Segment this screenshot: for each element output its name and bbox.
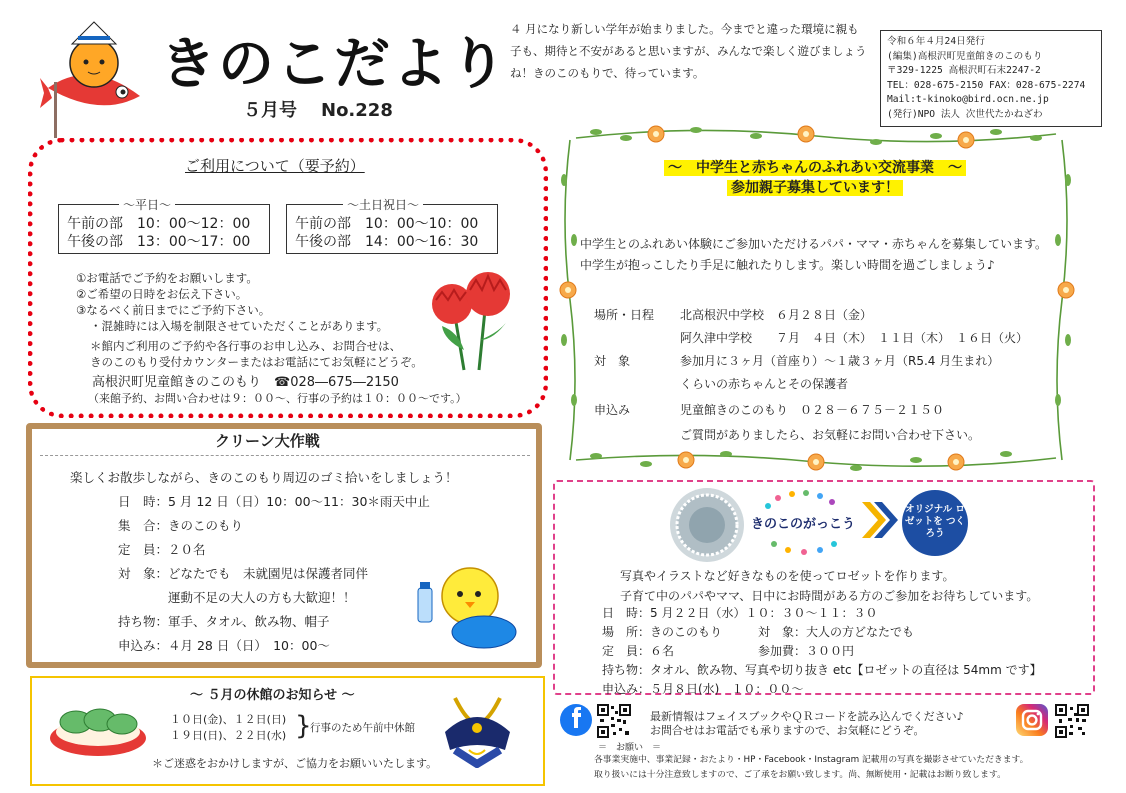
publisher-line: 〒329-1225 高根沢町石末2247-2 xyxy=(887,65,1041,76)
jhs-intro xyxy=(580,234,1047,276)
hours-row: 午後の部 14：00～16：30 xyxy=(295,234,479,250)
footer-note-line: 各事業実施中、事業記録・おたより・HP・Facebook・Instagram 記載用の写真を撮影させていただきます。 xyxy=(594,755,1029,765)
jhs-intro-line: 中学生が抱っこしたり手足に触れたりします。楽しい時間を過ごしましょう♪ xyxy=(580,258,995,272)
hours-row: 午前の部 10：00～10：00 xyxy=(295,216,479,232)
publisher-line: (編集)高根沢町児童館きのこのもり xyxy=(887,50,1043,62)
rosette-intro xyxy=(620,566,1038,606)
issue-number xyxy=(243,96,393,122)
weekday-hours xyxy=(58,198,270,254)
clean-row: 運動不足の大人の方も大歓迎！！ xyxy=(118,590,356,605)
rosette-intro-line: 写真やイラストなど好きなものを使ってロゼットを作ります。 xyxy=(620,569,955,583)
closed-title: ～ ５月の休館のお知らせ ～ xyxy=(190,688,355,703)
jhs-value: くらいの赤ちゃんとその保護者 xyxy=(680,377,849,391)
closed-note: ＊ご迷惑をおかけしますが、ご協力をお願いいたします。 xyxy=(152,757,438,770)
clean-body xyxy=(70,466,458,658)
rosette-badge: オリジナル ロゼットを つくろう xyxy=(902,490,968,556)
jhs-value: 阿久津中学校 ７月 ４日（木） １１日（木） １６日（火） xyxy=(680,331,1029,345)
jhs-value: 児童館きのこのもり ０２８－６７５－２１５０ xyxy=(680,403,945,417)
closed-dates xyxy=(170,712,286,744)
rosette-brand-text: きのこのがっこう xyxy=(750,517,856,532)
jhs-value: ご質問がありましたら、お気軽にお問い合わせ下さい。 xyxy=(680,428,981,442)
publisher-line: (発行)NPO 法人 次世代たかねざわ xyxy=(887,108,1043,120)
closed-date-line: １９日(日)、２２日(水) xyxy=(170,729,287,742)
footer-ask-label: ＝ お願い ＝ xyxy=(598,743,662,753)
jhs-title-line2: 参加親子募集しています！ xyxy=(727,180,903,196)
weekday-head: ～平日～ xyxy=(119,196,175,214)
note-line: きのこのもり受付カウンターまたはお電話にてお気軽にどうぞ。 xyxy=(90,355,423,369)
chick-illustration xyxy=(412,560,522,650)
rosette-row: 持ち物：タオル、飲み物、写真や切り抜き etc【ロゼットの直径は 54mm です】 xyxy=(602,663,1042,677)
kinoko-gakkou-logo xyxy=(748,488,858,558)
jhs-label: 申込み xyxy=(594,403,631,417)
qr-code-icon[interactable] xyxy=(1055,704,1089,738)
jhs-value: 北高根沢中学校 ６月２８日（金） xyxy=(680,308,873,322)
rosette-row: 場 所：きのこのもり 対 象：大人の方どなたでも xyxy=(602,625,915,639)
issue-no: No.228 xyxy=(321,100,393,121)
note-line: ・混雑時には入場を制限させていただくことがあります。 xyxy=(90,319,389,333)
footer-notes xyxy=(594,753,1028,783)
usage-contact xyxy=(88,375,467,407)
kabuto-helmet-illustration xyxy=(435,688,520,768)
mascot-koinobori-illustration xyxy=(40,18,145,138)
footer-news-line: お問合せはお電話でも承りますので、お気軽にどうぞ。 xyxy=(650,724,925,737)
publisher-info xyxy=(880,30,1102,127)
rosette-photo-illustration xyxy=(668,486,746,564)
rosette-row: 定 員：６名 参加費：３００円 xyxy=(602,644,855,658)
newsletter-title: きのこだより xyxy=(160,32,508,97)
closed-date-line: １０日(金)、１２日(日) xyxy=(170,713,287,726)
clean-lead: 楽しくお散歩しながら、きのこのもり周辺のゴミ拾いをしましょう！ xyxy=(70,470,458,485)
issue-month: ５月号 xyxy=(243,100,297,121)
qr-code-icon[interactable] xyxy=(597,704,631,738)
jhs-label: 対 象 xyxy=(594,354,631,368)
jhs-title-line1: ～ 中学生と赤ちゃんのふれあい交流事業 ～ xyxy=(664,160,966,176)
carnation-illustration xyxy=(424,270,524,374)
note-line: ③なるべく前日までにご予約下さい。 xyxy=(76,303,271,317)
jhs-value: 参加月に３ヶ月（首座り）～１歳３ヶ月（R5.4 月生まれ） xyxy=(680,354,1000,368)
clean-row: 持ち物：軍手、タオル、飲み物、帽子 xyxy=(118,614,330,629)
clean-row: 対 象：どなたでも 未就園児は保護者同伴 xyxy=(118,566,369,581)
clean-title: クリーン大作戦 xyxy=(215,432,320,450)
jhs-details xyxy=(594,304,1064,444)
footer-note-line: 取り扱いには十分注意致しますので、ご了承をお願い致します。尚、無断使用・記載はお断り致します。 xyxy=(594,770,1006,780)
contact-note: （来館予約、お問い合わせは９：００～、行事の予約は１０：００～です。） xyxy=(88,392,467,405)
clean-row: 日 時：5 月 12 日（日）10：00～11：30＊雨天中止 xyxy=(118,494,430,509)
kashiwamochi-illustration xyxy=(48,690,148,760)
usage-notes xyxy=(76,270,423,370)
hours-row: 午後の部 13：00～17：00 xyxy=(67,234,251,250)
facebook-icon[interactable] xyxy=(560,704,592,736)
note-line: ＊館内ご利用のご予約や各行事のお申し込み、お問合せは、 xyxy=(90,339,402,353)
clean-row: 集 合：きのこのもり xyxy=(118,518,244,533)
intro-text: ４ 月になり新しい学年が始まりました。今までと違った環境に親も子も、期待と不安があると思いますが、みんなで楽しく遊びましょうね！きのこのもりで、待っています。 xyxy=(510,22,867,80)
publisher-line: 令和６年４月24日発行 xyxy=(887,36,985,47)
publisher-line: TEL：028-675-2150 FAX：028-675-2274 xyxy=(887,79,1086,91)
footer-news xyxy=(650,710,964,738)
weekend-hours xyxy=(286,198,498,254)
rosette-details xyxy=(602,604,1042,699)
clean-row: 申込み：４月 28 日（日） 10：00～ xyxy=(118,638,330,653)
usage-title: ご利用について（要予約） xyxy=(185,157,365,175)
instagram-icon[interactable] xyxy=(1016,704,1048,736)
weekend-head: ～土日祝日～ xyxy=(343,196,423,214)
jhs-title xyxy=(640,158,990,198)
divider xyxy=(40,455,530,456)
chevron-right-icon xyxy=(858,498,900,542)
jhs-intro-line: 中学生とのふれあい体験にご参加いただけるパパ・ママ・赤ちゃんを募集しています。 xyxy=(580,237,1048,251)
contact-phone: 高根沢町児童館きのこのもり ☎028―675―2150 xyxy=(92,375,399,390)
hours-row: 午前の部 10：00～12：00 xyxy=(67,216,251,232)
jhs-label: 場所・日程 xyxy=(594,308,655,322)
publisher-email[interactable]: Mail:t-kinoko@bird.ocn.ne.jp xyxy=(887,94,1049,105)
closed-reason: 行事のため午前中休館 xyxy=(310,722,415,734)
rosette-row: 日 時：5 月２２日（水）１０：３０～１１：３０ xyxy=(602,606,878,620)
footer-news-line: 最新情報はフェイスブックやＱＲコードを読み込んでください♪ xyxy=(650,710,964,723)
rosette-intro-line: 子育て中のパパやママ、日中にお時間がある方のご参加をお待ちしています。 xyxy=(620,589,1039,603)
clean-row: 定 員：２０名 xyxy=(118,542,206,557)
note-line: ①お電話でご予約をお願いします。 xyxy=(76,271,258,285)
brace-icon: } xyxy=(295,711,312,741)
rosette-row: 申込み：５月８日(水) １０：００～ xyxy=(602,682,804,696)
note-line: ②ご希望の日時をお伝え下さい。 xyxy=(76,287,248,301)
